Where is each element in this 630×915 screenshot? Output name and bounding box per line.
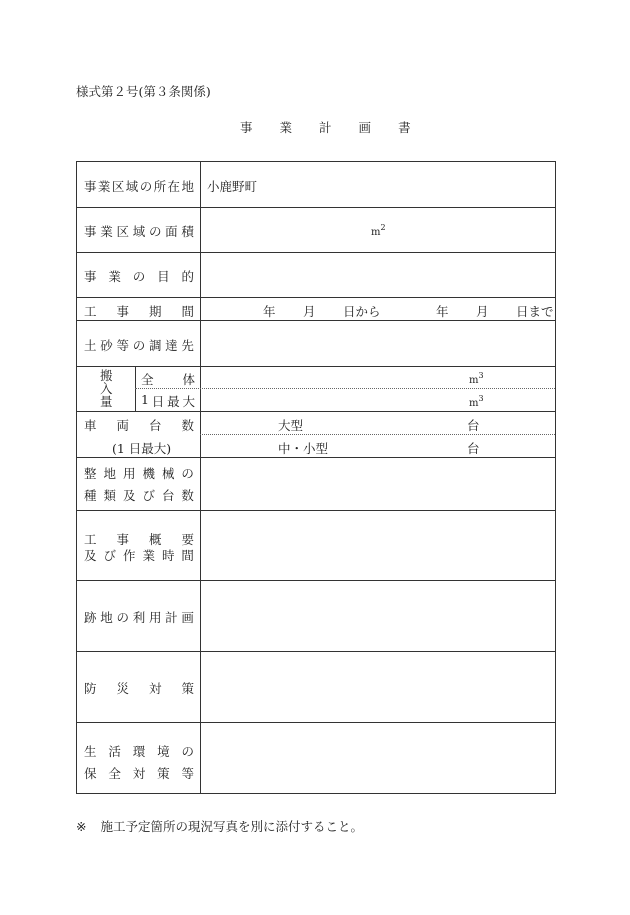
area-unit: m — [371, 227, 381, 238]
label-char: 整 — [84, 466, 97, 481]
label-location — [84, 177, 194, 195]
label-char: 車 — [84, 418, 97, 433]
label-char: 防 — [84, 681, 97, 696]
label-char: び — [103, 548, 116, 563]
label-char: 械 — [161, 466, 175, 481]
footer-note — [76, 817, 363, 835]
label-char: の — [181, 744, 194, 759]
label-purpose — [84, 267, 194, 285]
label-char: 在 — [167, 179, 181, 194]
label-transport — [100, 369, 113, 408]
label-char: 日 — [151, 394, 165, 409]
label-char: の — [139, 179, 153, 194]
label-char: 生 — [84, 744, 97, 759]
label-char: 砂 — [100, 338, 113, 353]
period-from-year[interactable]: 年 — [263, 304, 276, 319]
label-char: 用 — [122, 466, 136, 481]
title-char: 業 — [279, 120, 293, 135]
label-char: 事 — [84, 224, 97, 239]
table-border — [76, 161, 556, 162]
label-char: 業 — [142, 548, 155, 563]
label-period — [84, 302, 194, 320]
label-char: 及 — [122, 488, 136, 503]
label-environment-line1 — [84, 742, 194, 760]
period-from-month[interactable]: 月 — [303, 304, 316, 319]
label-char: 先 — [181, 338, 194, 353]
document-title — [240, 118, 411, 136]
transport-total-input[interactable] — [469, 371, 484, 386]
label-machinery-line2 — [84, 486, 194, 504]
label-char: 作 — [122, 548, 136, 563]
environment-input[interactable] — [201, 723, 555, 793]
row-divider — [76, 366, 556, 367]
label-char: 入 — [100, 381, 113, 396]
transport-unit-power: 3 — [478, 371, 484, 380]
label-machinery-line1 — [84, 464, 194, 482]
label-char: 計 — [165, 610, 178, 625]
machinery-input[interactable] — [201, 458, 555, 510]
transport-daily-input[interactable] — [469, 394, 484, 409]
label-char: 機 — [142, 466, 155, 481]
vehicles-medium-small-unit[interactable]: 台 — [467, 441, 480, 456]
label-char: 業 — [97, 179, 111, 194]
location-value[interactable]: 小鹿野町 — [207, 179, 258, 194]
label-char: 体 — [182, 372, 195, 387]
label-char: 事 — [116, 532, 129, 547]
label-char: 目 — [157, 269, 170, 284]
transport-dotted-line — [135, 388, 555, 389]
label-char: の — [132, 338, 146, 353]
label-char: 活 — [108, 744, 121, 759]
label-char: 策 — [181, 681, 194, 696]
transport-unit: m — [469, 375, 479, 386]
label-char: 対 — [148, 681, 162, 696]
label-char: 地 — [100, 610, 113, 625]
label-land-use — [84, 608, 194, 626]
label-char: 両 — [116, 418, 129, 433]
label-vehicles-sub: (1 日最大) — [112, 441, 172, 456]
label-char: 面 — [165, 224, 178, 239]
vehicles-medium-small-label: 中・小型 — [278, 441, 329, 456]
label-char: 調 — [148, 338, 162, 353]
label-char: 用 — [148, 610, 162, 625]
title-char: 書 — [398, 120, 411, 135]
label-transport-total — [141, 370, 195, 388]
label-soil-source — [84, 336, 194, 354]
label-char: 保 — [84, 766, 97, 781]
label-char: 境 — [157, 744, 170, 759]
label-char: 地 — [181, 179, 194, 194]
label-char: 所 — [153, 179, 167, 194]
label-char: 区 — [111, 179, 125, 194]
label-char: 等 — [181, 766, 194, 781]
note-mark: ※ — [76, 819, 87, 834]
purpose-input[interactable] — [201, 253, 555, 297]
label-char: 数 — [181, 488, 194, 503]
label-char: 地 — [103, 466, 116, 481]
label-char: 概 — [148, 532, 162, 547]
label-char: 的 — [181, 269, 194, 284]
label-char: 要 — [181, 532, 194, 547]
label-char: 達 — [165, 338, 178, 353]
period-from-day[interactable]: 日から — [343, 304, 381, 319]
transport-unit: m — [469, 398, 479, 409]
label-char: 時 — [161, 548, 175, 563]
transport-unit-power: 3 — [478, 394, 484, 403]
form-number: 様式第２号(第３条関係) — [76, 84, 211, 99]
label-char: 搬 — [100, 368, 113, 383]
label-char: 工 — [84, 532, 97, 547]
vehicles-large-label: 大型 — [278, 418, 304, 433]
label-char: の — [116, 610, 129, 625]
row-divider — [76, 207, 556, 208]
label-char: 工 — [84, 304, 97, 319]
label-char: 域 — [132, 224, 146, 239]
table-border — [555, 161, 556, 794]
label-char: 量 — [100, 394, 113, 409]
label-disaster — [84, 679, 194, 697]
table-border — [76, 161, 77, 794]
title-char: 計 — [319, 120, 332, 135]
area-input[interactable] — [371, 223, 386, 238]
row-divider — [76, 411, 556, 412]
label-char: 台 — [148, 418, 162, 433]
label-char: 区 — [116, 224, 129, 239]
label-char: 最 — [167, 394, 180, 409]
label-char: 事 — [116, 304, 129, 319]
label-char: 等 — [116, 338, 129, 353]
period-to-year[interactable]: 年 — [436, 304, 449, 319]
disaster-input[interactable] — [201, 652, 555, 722]
label-char: 及 — [84, 548, 97, 563]
label-char: 跡 — [84, 610, 97, 625]
label-char: 全 — [108, 766, 121, 781]
soil-source-input[interactable] — [201, 321, 555, 366]
label-char: 間 — [181, 304, 194, 319]
title-char: 事 — [240, 120, 253, 135]
label-char: 土 — [84, 338, 97, 353]
label-char: の — [132, 269, 146, 284]
label-char: の — [148, 224, 162, 239]
label-char: 利 — [132, 610, 146, 625]
label-char: 台 — [161, 488, 175, 503]
label-environment-line2 — [84, 764, 194, 782]
label-char: 事 — [84, 179, 97, 194]
label-area — [84, 222, 194, 240]
label-char: 策 — [157, 766, 170, 781]
label-char: 環 — [132, 744, 146, 759]
row-divider — [76, 297, 556, 298]
label-char: 間 — [181, 548, 194, 563]
label-char: 種 — [84, 488, 97, 503]
land-use-input[interactable] — [201, 581, 555, 651]
vehicles-large-unit[interactable]: 台 — [467, 418, 480, 433]
label-char: び — [142, 488, 155, 503]
label-char: 期 — [148, 304, 162, 319]
label-char: 災 — [116, 681, 129, 696]
area-unit-power: 2 — [380, 223, 386, 232]
label-char: 域 — [125, 179, 139, 194]
table-border — [76, 793, 556, 794]
label-char: 数 — [181, 418, 194, 433]
period-to-month[interactable]: 月 — [476, 304, 489, 319]
label-transport-daily — [141, 392, 195, 410]
label-char: 全 — [141, 372, 154, 387]
label-outline-line2 — [84, 546, 194, 564]
label-char: 1 — [141, 392, 149, 407]
note-text: 施工予定箇所の現況写真を別に添付すること。 — [100, 819, 363, 834]
outline-input[interactable] — [201, 511, 555, 580]
label-vehicles — [84, 416, 194, 434]
period-to-day[interactable]: 日まで — [516, 304, 554, 319]
label-char: 事 — [84, 269, 97, 284]
title-char: 画 — [358, 120, 372, 135]
label-char: 大 — [182, 394, 195, 409]
label-char: 画 — [181, 610, 194, 625]
label-char: 対 — [132, 766, 146, 781]
label-char: 業 — [100, 224, 113, 239]
label-char: の — [181, 466, 194, 481]
label-char: 業 — [108, 269, 121, 284]
label-char: 積 — [181, 224, 194, 239]
vehicles-dotted-line — [200, 434, 555, 435]
label-char: 類 — [103, 488, 116, 503]
